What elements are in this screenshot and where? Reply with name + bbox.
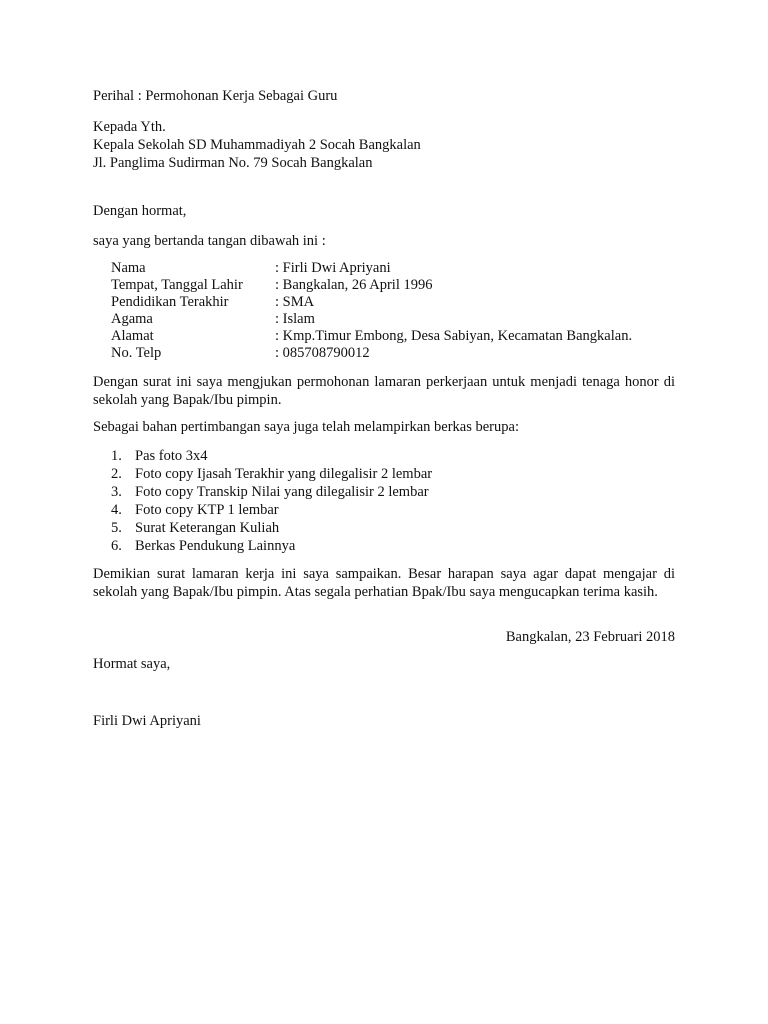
identity-label: Alamat [111,328,154,344]
list-item [111,483,675,501]
identity-row-name [111,260,632,277]
list-item-text: Berkas Pendukung Lainnya [135,538,296,554]
identity-row-address [111,328,632,345]
list-number: 4. [111,502,122,518]
identity-value: : Kmp.Timur Embong, Desa Sabiyan, Kecamatan Bangkalan. [275,328,633,344]
list-item-text: Surat Keterangan Kuliah [135,520,280,536]
list-item-text: Foto copy Ijasah Terakhir yang dilegalisir 2 lembar [135,466,433,482]
list-item [111,537,675,555]
list-number: 1. [111,448,122,464]
identity-label: Nama [111,260,146,276]
attachment-list [111,447,675,555]
list-item-text: Foto copy Transkip Nilai yang dilegalisir 2 lembar [135,484,429,500]
list-item-text: Pas foto 3x4 [135,448,208,464]
identity-value: : Firli Dwi Apriyani [275,260,391,276]
regards: Hormat saya, [93,656,171,672]
identity-row-education [111,294,632,311]
identity-value: : Bangkalan, 26 April 1996 [275,277,433,293]
recipient-line-1: Kepala Sekolah SD Muhammadiyah 2 Socah Bangkalan [93,137,421,153]
list-number: 2. [111,466,122,482]
letter-page [93,88,675,730]
identity-label: No. Telp [111,345,162,361]
recipient-greeting: Kepada Yth. [93,119,166,135]
identity-row-religion [111,311,632,328]
identity-value: : SMA [275,294,315,310]
closing-paragraph: Demikian surat lamaran kerja ini saya sampaikan. Besar harapan saya agar dapat mengajar di sekolah yang Bapak/Ibu pimpin. Atas segala perhatian Bpak/Ibu saya mengucapkan terima kasih. [93,566,675,600]
letter-subject: Perihal : Permohonan Kerja Sebagai Guru [93,88,338,104]
list-item [111,447,675,465]
identity-table [111,260,632,362]
recipient-block [93,118,675,172]
attachments-intro: Sebagai bahan pertimbangan saya juga telah melampirkan berkas berupa: [93,419,519,435]
identity-value: : Islam [275,311,315,327]
signer-name: Firli Dwi Apriyani [93,713,201,729]
list-number: 5. [111,520,122,536]
identity-label: Tempat, Tanggal Lahir [111,277,243,293]
list-item [111,501,675,519]
list-item [111,465,675,483]
identity-label: Agama [111,311,153,327]
identity-label: Pendidikan Terakhir [111,294,229,310]
intro-text: saya yang bertanda tangan dibawah ini : [93,233,326,249]
identity-row-birth [111,277,632,294]
identity-value: : 085708790012 [275,345,370,361]
list-item [111,519,675,537]
application-paragraph: Dengan surat ini saya mengjukan permohonan lamaran perkerjaan untuk menjadi tenaga honor di sekolah yang Bapak/Ibu pimpin. [93,374,675,408]
salutation: Dengan hormat, [93,203,187,219]
recipient-line-2: Jl. Panglima Sudirman No. 79 Socah Bangkalan [93,155,373,171]
list-number: 6. [111,538,122,554]
list-item-text: Foto copy KTP 1 lembar [135,502,279,518]
list-number: 3. [111,484,122,500]
identity-row-phone [111,345,632,362]
place-date: Bangkalan, 23 Februari 2018 [505,629,675,645]
